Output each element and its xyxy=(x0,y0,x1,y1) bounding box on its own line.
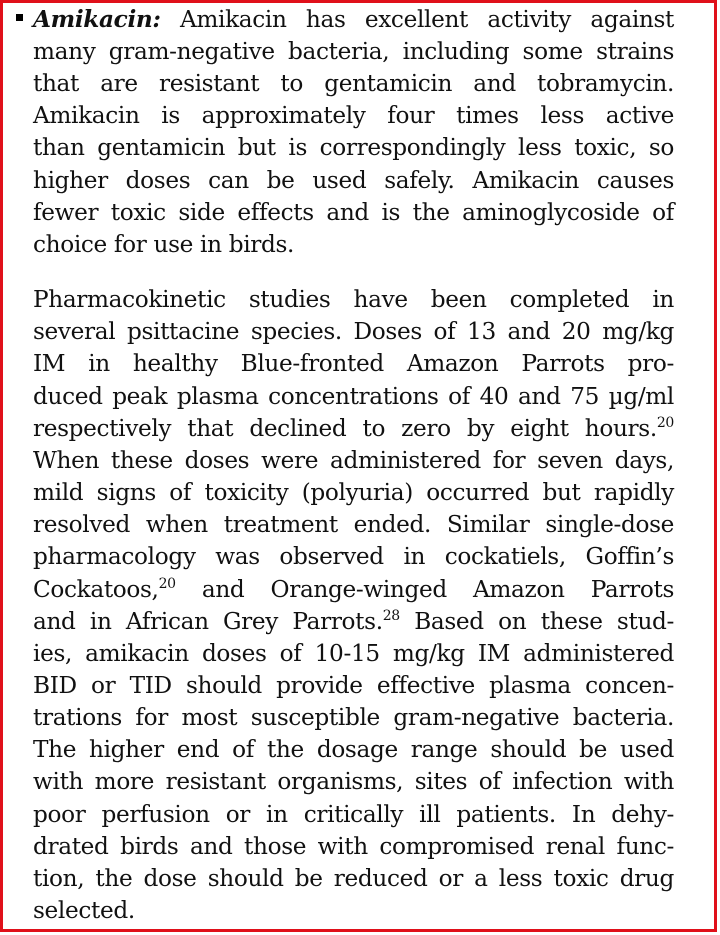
paragraph-2-line: mild signs of toxicity (polyuria) occurred but rapidly xyxy=(33,479,674,506)
paragraph-2-line: When these doses were administered for seven days, xyxy=(33,447,674,474)
paragraph-2-line: BID or TID should provide effective plasma concen- xyxy=(33,672,674,699)
paragraph-1-line: that are resistant to gentamicin and tobramycin. xyxy=(33,70,674,97)
paragraph-2-line: tion, the dose should be reduced or a less toxic drug xyxy=(33,865,674,892)
paragraph-2-line: poor perfusion or in critically ill patients. In dehy- xyxy=(33,801,674,828)
paragraph-1-line: choice for use in birds. xyxy=(33,231,295,258)
paragraph-1-line-1-text: Amikacin has excellent activity against xyxy=(160,6,674,33)
square-bullet-icon xyxy=(16,14,23,21)
paragraph-2-line: Pharmacokinetic studies have been completed in xyxy=(33,286,674,313)
paragraph-1-line: many gram-negative bacteria, including some strains xyxy=(33,38,674,65)
citation-ref: 20 xyxy=(656,415,674,431)
paragraph-2-line-text: Cockatoos, xyxy=(33,576,159,603)
paragraph-1-line: fewer toxic side effects and is the aminoglycoside of xyxy=(33,199,674,226)
citation-ref: 28 xyxy=(382,608,400,624)
paragraph-2-line: trations for most susceptible gram-negative bacteria. xyxy=(33,704,674,731)
paragraph-1-line-1 xyxy=(33,4,674,36)
paragraph-2-line xyxy=(33,413,674,445)
paragraph-2-line-text: Based on these stud- xyxy=(399,608,675,635)
paragraph-2-line: pharmacology was observed in cockatiels, Goffin’s xyxy=(33,543,674,570)
paragraph-2-line: ies, amikacin doses of 10-15 mg/kg IM administered xyxy=(33,640,674,667)
paragraph-2-line: IM in healthy Blue-fronted Amazon Parrots pro- xyxy=(33,350,674,377)
paragraph-2-line: resolved when treatment ended. Similar single-dose xyxy=(33,511,674,538)
citation-ref: 20 xyxy=(158,576,176,592)
paragraph-2-line: duced peak plasma concentrations of 40 and 75 µg/ml xyxy=(33,383,674,410)
paragraph-2-line-text: and in African Grey Parrots. xyxy=(33,608,383,635)
paragraph-1-line: Amikacin is approximately four times less active xyxy=(33,102,674,129)
paragraph-1-line: higher doses can be used safely. Amikacin causes xyxy=(33,167,674,194)
paragraph-2-line-text: and Orange-winged Amazon Parrots xyxy=(175,576,674,603)
paragraph-2-line: drated birds and those with compromised renal func- xyxy=(33,833,674,860)
entry-term: Amikacin: xyxy=(33,6,161,33)
paragraph-2-line xyxy=(33,574,674,606)
paragraph-1-line: than gentamicin but is correspondingly less toxic, so xyxy=(33,134,674,161)
paragraph-2-line: The higher end of the dosage range should be used xyxy=(33,736,674,763)
paragraph-2-line-text: respectively that declined to zero by eight hours. xyxy=(33,415,657,442)
paragraph-2-line: selected. xyxy=(33,897,135,924)
paragraph-2-line: with more resistant organisms, sites of infection with xyxy=(33,768,674,795)
paragraph-2-line xyxy=(33,606,674,638)
paragraph-2-line: several psittacine species. Doses of 13 and 20 mg/kg xyxy=(33,318,674,345)
